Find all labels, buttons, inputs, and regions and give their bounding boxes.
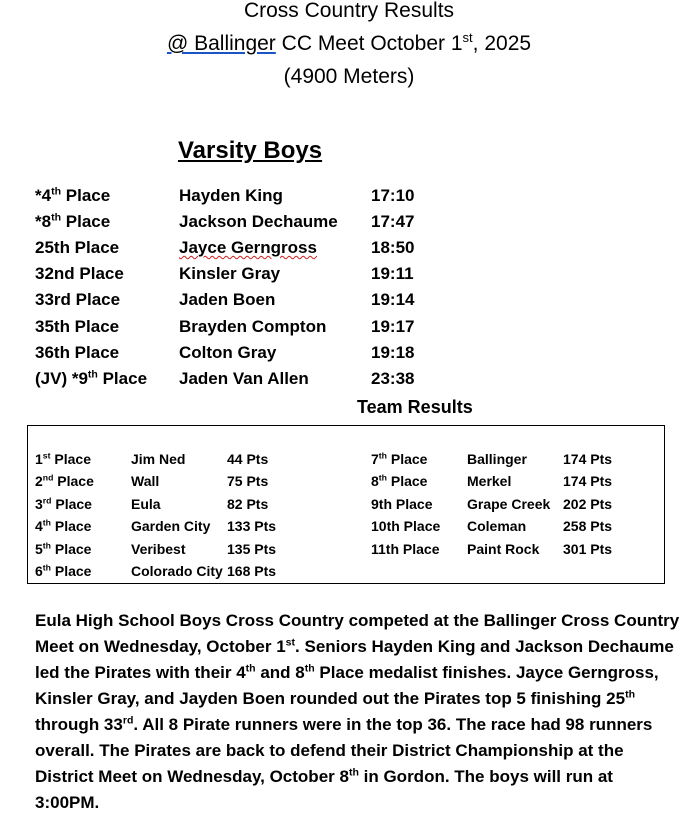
team-points: 44 Pts [227, 451, 269, 467]
team-result-row [28, 563, 664, 583]
meet-distance: (4900 Meters) [283, 65, 415, 88]
runner-name: Jaden Van Allen [179, 369, 309, 388]
runner-name: Brayden Compton [179, 317, 327, 336]
team-result-row [28, 496, 664, 516]
team-place: 9th Place [371, 496, 433, 512]
result-row [0, 186, 698, 212]
team-place: 10th Place [371, 518, 441, 534]
team-points: 202 Pts [563, 496, 613, 512]
team-place: 2nd Place [35, 472, 94, 489]
result-row [0, 212, 698, 238]
team-result-row [28, 518, 664, 538]
team-name: Merkel [467, 473, 512, 489]
runner-name: Hayden King [179, 186, 283, 205]
runner-time: 19:14 [371, 290, 415, 309]
summary-line: Kinsler Gray, and Jayden Boen rounded out the Pirates top 5 finishing 25th [35, 688, 636, 708]
team-result-row [28, 541, 664, 561]
team-place: 6th Place [35, 562, 92, 579]
team-name: Eula [131, 496, 161, 512]
meet-date: CC Meet October 1 [275, 32, 463, 55]
team-points: 174 Pts [563, 451, 613, 467]
team-place: 7th Place [371, 450, 428, 467]
team-name: Ballinger [467, 451, 527, 467]
meet-line [0, 31, 698, 57]
meet-date-suffix: st [462, 30, 473, 45]
team-place: 11th Place [371, 541, 440, 557]
team-points: 82 Pts [227, 496, 269, 512]
runner-time: 19:17 [371, 317, 415, 336]
team-place: 8th Place [371, 472, 428, 489]
runner-name: Colton Gray [179, 343, 277, 362]
runner-time: 23:38 [371, 369, 415, 388]
team-place: 4th Place [35, 517, 92, 534]
team-place: 3rd Place [35, 495, 92, 512]
runner-time: 19:18 [371, 343, 415, 362]
team-result-row [28, 473, 664, 493]
result-place: 32nd Place [35, 264, 124, 283]
result-row [0, 290, 698, 316]
runner-name: Kinsler Gray [179, 264, 281, 283]
result-place: 25th Place [35, 238, 120, 257]
team-points: 168 Pts [227, 563, 277, 579]
result-row [0, 264, 698, 290]
runner-name: Jayce Gerngross [179, 238, 317, 257]
meet-year: , 2025 [472, 32, 532, 55]
summary-paragraph [35, 608, 680, 816]
team-name: Wall [131, 473, 160, 489]
runner-time: 18:50 [371, 238, 415, 257]
result-place: 36th Place [35, 343, 120, 362]
team-name: Colorado City [131, 563, 223, 579]
team-points: 75 Pts [227, 473, 269, 489]
runner-name: Jaden Boen [179, 290, 276, 309]
summary-line: 3:00PM. [35, 793, 100, 812]
result-place: 33rd Place [35, 290, 121, 309]
team-points: 174 Pts [563, 473, 613, 489]
result-place: 35th Place [35, 317, 120, 336]
summary-line: overall. The Pirates are back to defend their District Championship at the [35, 741, 624, 760]
team-name: Paint Rock [467, 541, 540, 557]
team-points: 258 Pts [563, 518, 613, 534]
team-place: 1st Place [35, 450, 91, 467]
result-place: *4th Place [35, 185, 111, 205]
result-row [0, 369, 698, 395]
summary-line: Eula High School Boys Cross Country competed at the Ballinger Cross Country [35, 611, 680, 630]
team-place: 5th Place [35, 540, 92, 557]
result-place: (JV) *9th Place [35, 368, 148, 388]
team-name: Garden City [131, 518, 211, 534]
team-result-row [28, 451, 664, 471]
result-row [0, 343, 698, 369]
meet-location-link[interactable]: @ Ballinger [166, 32, 276, 55]
result-place: *8th Place [35, 211, 111, 231]
team-points: 135 Pts [227, 541, 277, 557]
team-name: Grape Creek [467, 496, 551, 512]
result-row [0, 317, 698, 343]
team-results-table [27, 425, 665, 584]
team-name: Veribest [131, 541, 186, 557]
summary-line: Meet on Wednesday, October 1st. Seniors Hayden King and Jackson Dechaume [35, 636, 674, 656]
runner-time: 17:47 [371, 212, 415, 231]
runner-name: Jackson Dechaume [179, 212, 338, 231]
runner-time: 17:10 [371, 186, 415, 205]
runner-time: 19:11 [371, 264, 414, 283]
section-title-varsity-boys: Varsity Boys [178, 137, 323, 164]
summary-line: led the Pirates with their 4th and 8th Place medalist finishes. Jayce Gerngross, [35, 662, 659, 682]
team-points: 133 Pts [227, 518, 277, 534]
summary-line: District Meet on Wednesday, October 8th in Gordon. The boys will run at [35, 766, 613, 786]
document-title: Cross Country Results [243, 0, 455, 22]
team-results-title: Team Results [357, 397, 473, 417]
team-name: Jim Ned [131, 451, 186, 467]
summary-line: through 33rd. All 8 Pirate runners were in the top 36. The race had 98 runners [35, 714, 653, 734]
result-row [0, 238, 698, 264]
team-points: 301 Pts [563, 541, 613, 557]
team-name: Coleman [467, 518, 527, 534]
